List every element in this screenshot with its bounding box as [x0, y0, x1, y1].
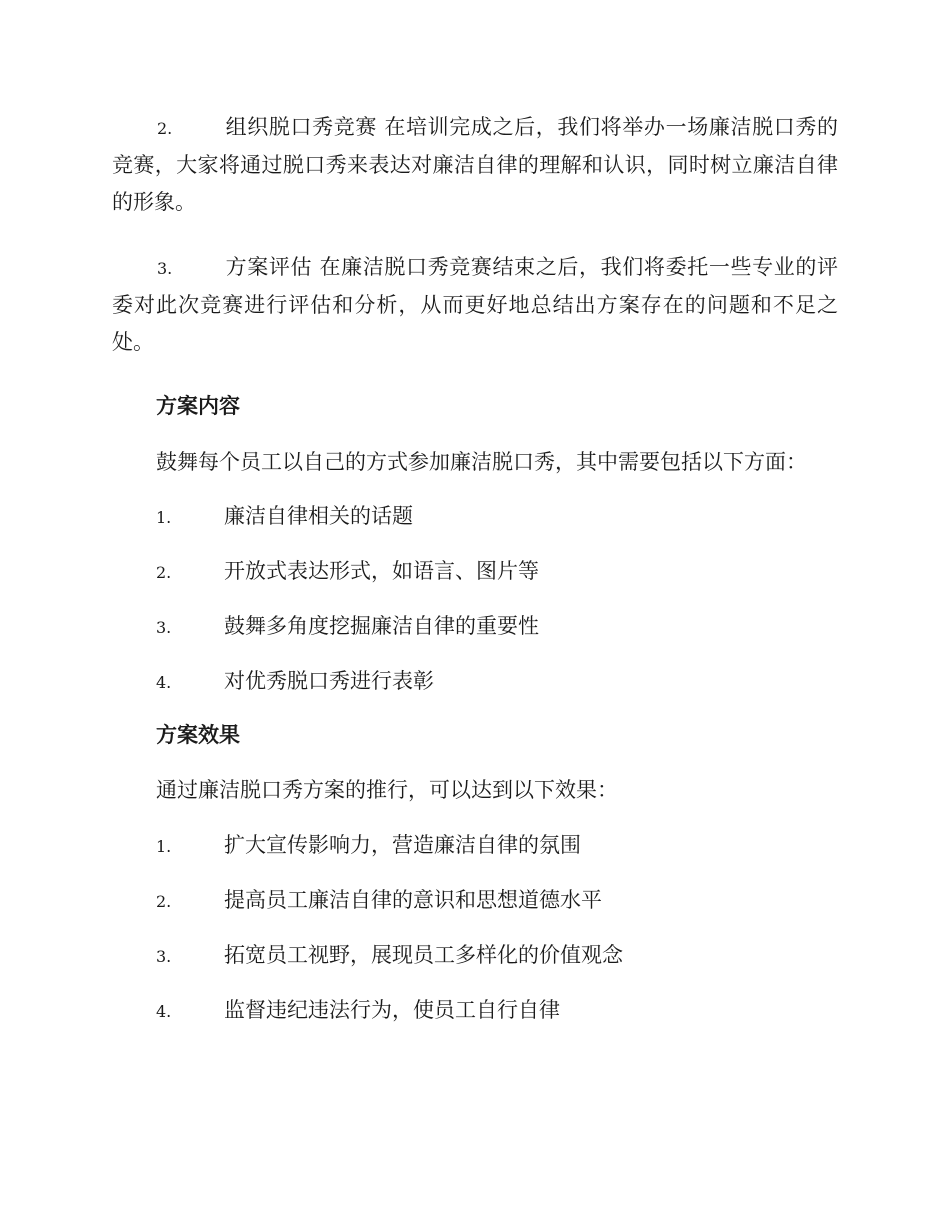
- section-intro-effect: 通过廉洁脱口秀方案的推行，可以达到以下效果：: [156, 778, 618, 802]
- numbered-paragraph: [112, 109, 838, 221]
- list-item: [156, 501, 413, 533]
- list-number: 4.: [156, 673, 172, 692]
- list-item: [156, 940, 623, 972]
- paragraph-number: 3.: [157, 259, 173, 278]
- list-number: 4.: [156, 1002, 172, 1021]
- list-text: 廉洁自律相关的话题: [224, 504, 413, 528]
- paragraph-text: 组织脱口秀竞赛 在培训完成之后，我们将举办一场廉洁脱口秀的竞赛，大家将通过脱口秀来表达对廉洁自律的理解和认识，同时树立廉洁自律的形象。: [112, 115, 838, 214]
- list-text: 对优秀脱口秀进行表彰: [224, 669, 434, 693]
- list-item: [156, 666, 434, 698]
- paragraph-number: 2.: [157, 119, 173, 138]
- section-intro-content: 鼓舞每个员工以自己的方式参加廉洁脱口秀，其中需要包括以下方面：: [156, 450, 807, 474]
- list-item: [156, 830, 581, 862]
- list-item: [156, 995, 560, 1027]
- numbered-paragraph: [112, 249, 838, 361]
- list-text: 提高员工廉洁自律的意识和思想道德水平: [224, 888, 602, 912]
- paragraph-text: 方案评估 在廉洁脱口秀竞赛结束之后，我们将委托一些专业的评委对此次竞赛进行评估和分析，从而更好地总结出方案存在的问题和不足之处。: [112, 255, 838, 354]
- list-text: 拓宽员工视野，展现员工多样化的价值观念: [224, 943, 623, 967]
- section-heading-effect: 方案效果: [156, 723, 240, 747]
- list-item: [156, 885, 602, 917]
- list-text: 监督违纪违法行为，使员工自行自律: [224, 998, 560, 1022]
- list-number: 2.: [156, 563, 172, 582]
- list-text: 扩大宣传影响力，营造廉洁自律的氛围: [224, 833, 581, 857]
- list-number: 3.: [156, 618, 172, 637]
- section-heading-content: 方案内容: [156, 394, 240, 418]
- list-number: 1.: [156, 508, 172, 527]
- list-item: [156, 556, 539, 588]
- list-item: [156, 611, 539, 643]
- list-number: 3.: [156, 947, 172, 966]
- list-number: 2.: [156, 892, 172, 911]
- list-number: 1.: [156, 837, 172, 856]
- list-text: 鼓舞多角度挖掘廉洁自律的重要性: [224, 614, 539, 638]
- list-text: 开放式表达形式，如语言、图片等: [224, 559, 539, 583]
